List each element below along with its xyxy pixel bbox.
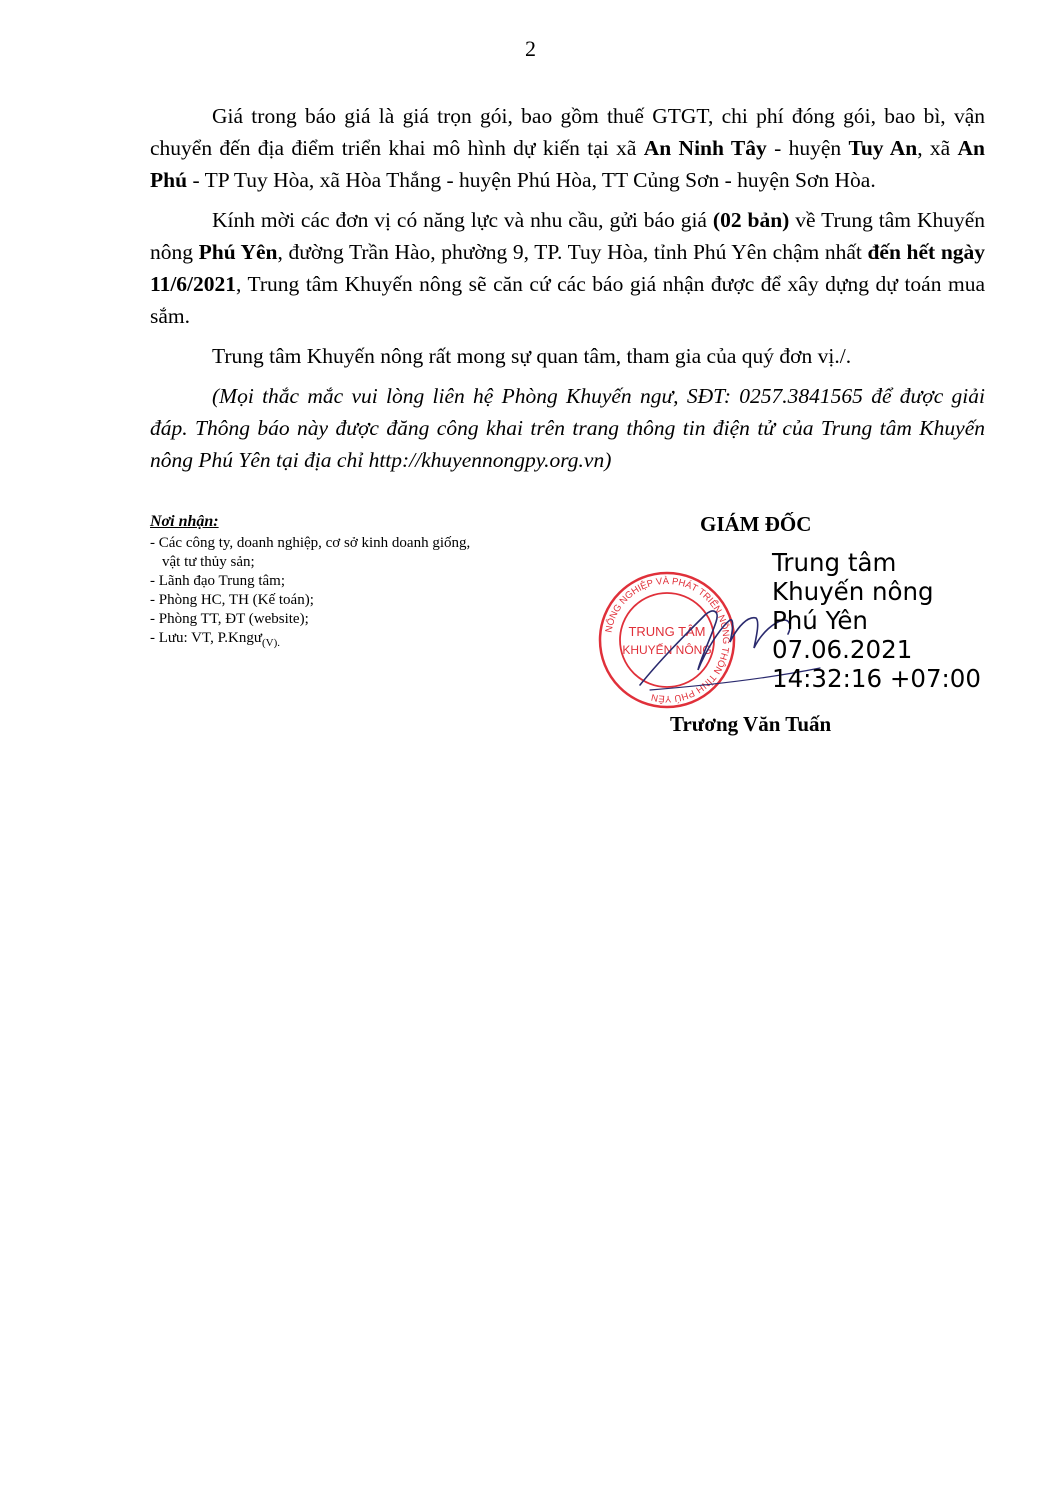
paragraph-contact-note: (Mọi thắc mắc vui lòng liên hệ Phòng Khuyến ngư, SĐT: 0257.3841565 để được giải đáp. Thông báo này được đăng công khai trên trang thông tin điện tử của Trung tâm Khuyến nông Phú Yên tại địa chỉ http://khuyennongpy.org.vn)	[150, 384, 985, 472]
stamp-inner-line1: TRUNG TÂM	[628, 624, 706, 639]
digital-signature-line: Khuyến nông	[772, 577, 934, 606]
stamp-inner-line2: KHUYẾN NÔNG	[622, 643, 712, 657]
recipient-item: - Các công ty, doanh nghiệp, cơ sở kinh doanh giống, vật tư thủy sản;	[150, 535, 471, 570]
recipient-item: - Lãnh đạo Trung tâm;	[150, 573, 285, 589]
recipient-item: - Phòng TT, ĐT (website);	[150, 611, 309, 627]
signature-title: GIÁM ĐỐC	[700, 512, 812, 536]
paragraph-price-terms: Giá trong báo giá là giá trọn gói, bao gồm thuế GTGT, chi phí đóng gói, bao bì, vận chuyển đến địa điểm triển khai mô hình dự kiến tại xã An Ninh Tây - huyện Tuy An, xã An Phú - TP Tuy Hòa, xã Hòa Thắng - huyện Phú Hòa, TT Củng Sơn - huyện Sơn Hòa.	[150, 104, 986, 192]
recipient-item-suffix: (V).	[261, 637, 280, 649]
stamp-outer-text: NÔNG NGHIỆP VÀ PHÁT TRIỂN NÔNG THÔN TỈNH PHÚ YÊN	[603, 575, 732, 705]
recipient-item: - Phòng HC, TH (Kế toán);	[150, 592, 314, 608]
signer-name: Trương Văn Tuấn	[670, 712, 832, 736]
digital-signature-line: Phú Yên	[772, 606, 868, 635]
recipients-list	[150, 534, 480, 653]
digital-signature-line: 07.06.2021	[772, 635, 913, 664]
recipients-block	[150, 512, 480, 653]
digital-signature-line: Trung tâm	[772, 548, 897, 577]
paragraph-invitation: Kính mời các đơn vị có năng lực và nhu cầu, gửi báo giá (02 bản) về Trung tâm Khuyến nông Phú Yên, đường Trần Hào, phường 9, TP. Tuy Hòa, tỉnh Phú Yên chậm nhất đến hết ngày 11/6/2021, Trung tâm Khuyến nông sẽ căn cứ các báo giá nhận được để xây dựng dự toán mua sắm.	[150, 208, 986, 328]
recipient-item-text: - Lưu: VT, P.Kngư	[150, 630, 262, 646]
body-text	[150, 100, 985, 484]
page-number: 2	[525, 36, 536, 61]
paragraph-thanks: Trung tâm Khuyến nông rất mong sự quan tâm, tham gia của quý đơn vị./.	[212, 344, 852, 368]
recipient-item	[150, 629, 480, 653]
digital-signature-line: 14:32:16 +07:00	[772, 664, 981, 693]
recipients-title: Nơi nhận:	[150, 513, 219, 530]
digital-signature-info	[772, 548, 981, 693]
